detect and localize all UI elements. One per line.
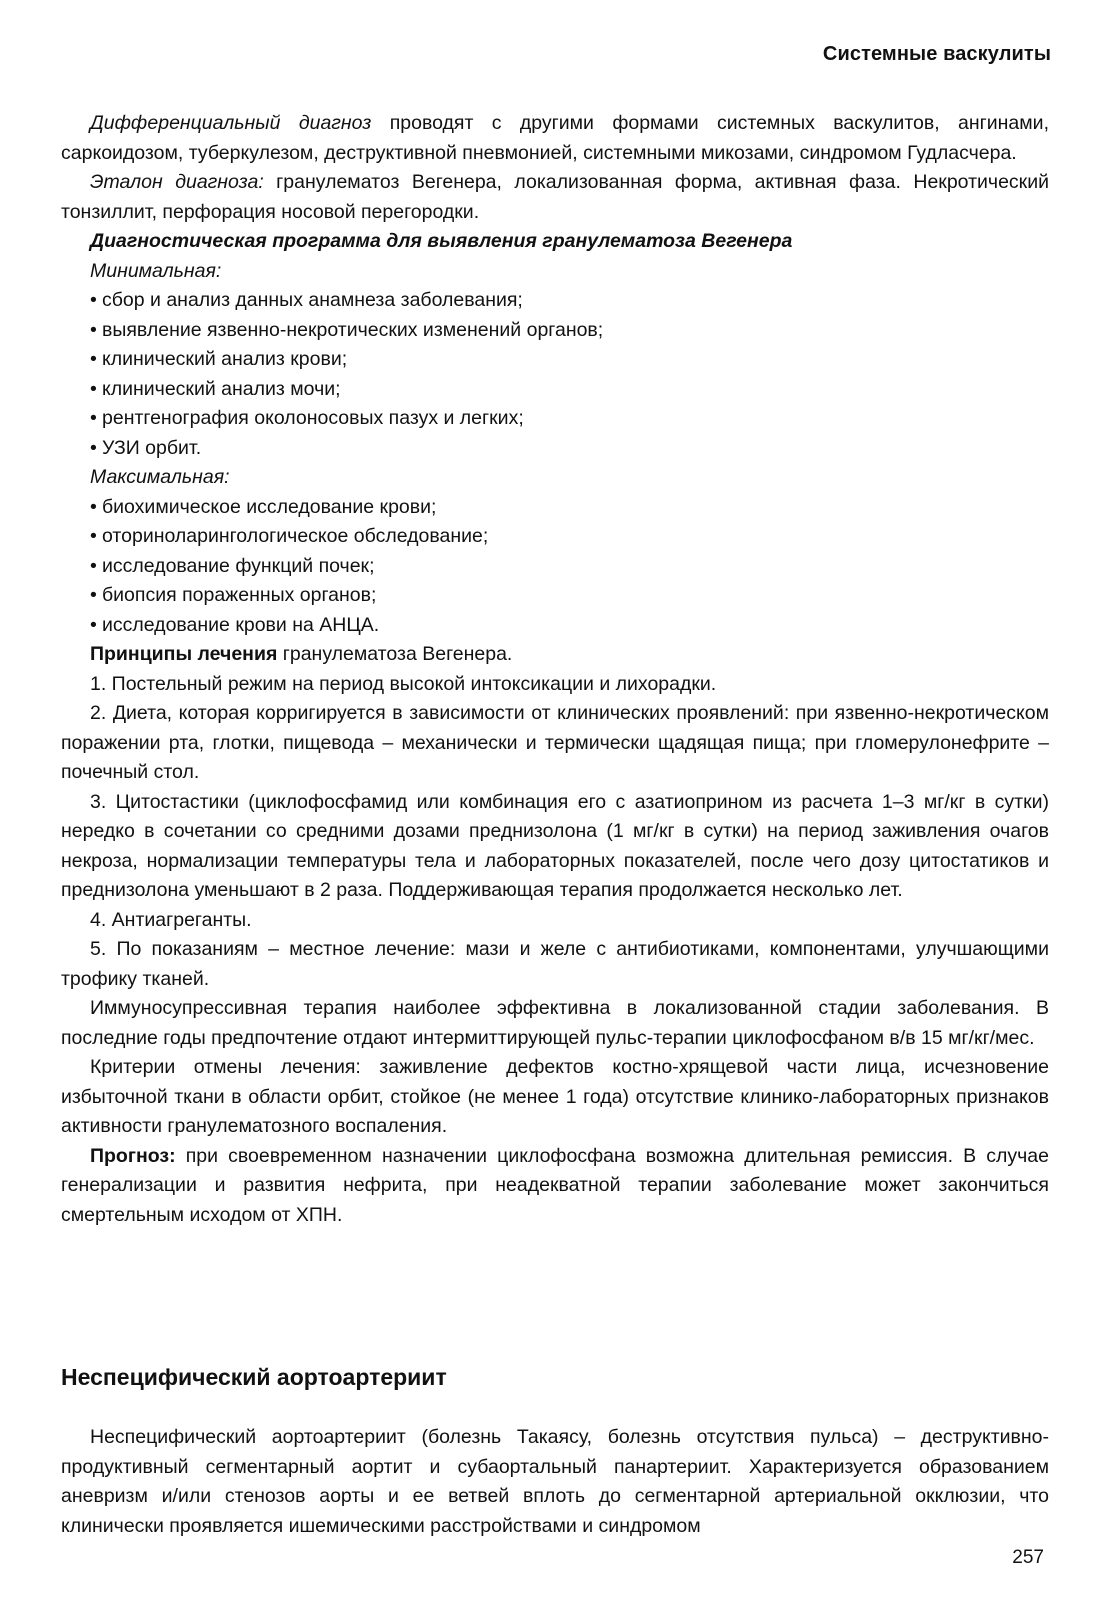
paragraph-withdrawal-criteria: Критерии отмены лечения: заживление дефектов костно-хрящевой части лица, исчезновение избыточной ткани в области орбит, стойкое (не менее 1 года) отсутствие клинико-лабораторных признаков активности гранулематозного воспаления. (61, 1056, 1049, 1137)
list-item: • биопсия пораженных органов; (61, 581, 1049, 611)
list-item: • биохимическое исследование крови; (61, 493, 1049, 523)
bullet-icon: • (90, 613, 97, 636)
bullet-icon: • (90, 436, 97, 459)
paragraph-prognosis (61, 1142, 1049, 1231)
list-item: • клинический анализ мочи; (61, 375, 1049, 405)
main-text (61, 109, 1049, 1230)
bullet-icon: • (90, 554, 97, 577)
bullet-icon: • (90, 377, 97, 400)
diagnosis-standard-lead: Эталон диагноза: (90, 171, 264, 193)
list-item: • выявление язвенно-некротических изменений органов; (61, 316, 1049, 346)
treatment-item: 5. По показаниям – местное лечение: мази и желе с антибиотиками, компонентами, улучшающими трофику тканей. (61, 938, 1049, 990)
treatment-item: 4. Антиагреганты. (90, 908, 252, 931)
page-number: 257 (1012, 1547, 1044, 1568)
prognosis-text: при своевременном назначении циклофосфана возможна длительная ремиссия. В случае генерализации и развития нефрита, при неадекватной терапии заболевание может закончиться смертельным исходом от ХПН. (61, 1144, 1049, 1226)
list-item: • сбор и анализ данных анамнеза заболевания; (61, 286, 1049, 316)
bullet-icon: • (90, 495, 97, 518)
bullet-icon: • (90, 318, 97, 341)
section-text (61, 1423, 1049, 1541)
differential-diagnosis-text: проводят с другими формами системных васкулитов, ангинами, саркоидозом, туберкулезом, деструктивной пневмонией, системными микозами, синдромом Гудласчера. (61, 112, 1049, 164)
diagnostic-program-title: Диагностическая программа для выявления гранулематоза Вегенера (90, 230, 793, 252)
diagnosis-standard-text: гранулематоз Вегенера, локализованная форма, активная фаза. Некротический тонзиллит, перфорация носовой перегородки. (61, 171, 1049, 223)
bullet-icon: • (90, 407, 97, 429)
paragraph-section-intro: Неспецифический аортоартериит (болезнь Такаясу, болезнь отсутствия пульса) – деструктивно-продуктивный сегментарный аортит и субаортальный панартериит. Характеризуется образованием аневризм и/или стенозов аорты и ее ветвей вплоть до сегментарной артериальной окклюзии, что клинически проявляется ишемическими расстройствами и синдромом (61, 1426, 1049, 1537)
treatment-principles-lead: Принципы лечения (90, 643, 278, 665)
bullet-icon: • (90, 289, 97, 311)
treatment-item: 1. Постельный режим на период высокой интоксикации и лихорадки. (90, 672, 717, 695)
prognosis-lead: Прогноз: (90, 1144, 176, 1167)
minimal-label: Минимальная: (90, 259, 222, 282)
paragraph-differential-diagnosis (61, 109, 1049, 168)
treatment-item: 3. Цитостастики (циклофосфамид или комбинация его с азатиоприном из расчета 1–3 мг/кг в сутки) нередко в сочетании со средними дозами преднизолона (1 мг/кг в сутки) на период заживления очагов некроза, нормализации температуры тела и лабораторных показателей, после чего дозу цитостатиков и преднизолона уменьшают в 2 раза. Поддерживающая терапия продолжается несколько лет. (61, 790, 1049, 901)
list-item: • исследование крови на АНЦА. (61, 611, 1049, 641)
list-item: • исследование функций почек; (61, 552, 1049, 582)
maximal-list (61, 493, 1049, 641)
section-heading: Неспецифический аортоартериит (61, 1364, 447, 1390)
list-item: • рентгенография околоносовых пазух и легких; (61, 404, 1049, 434)
list-item: • УЗИ орбит. (61, 434, 1049, 464)
running-head: Системные васкулиты (822, 43, 1051, 65)
list-item: • оториноларингологическое обследование; (61, 522, 1049, 552)
bullet-icon: • (90, 584, 97, 606)
bullet-icon: • (90, 348, 97, 370)
treatment-principles-text: гранулематоза Вегенера. (277, 643, 513, 665)
differential-diagnosis-lead: Дифференциальный диагноз (90, 112, 372, 134)
minimal-list (61, 286, 1049, 463)
treatment-item: 2. Диета, которая корригируется в зависимости от клинических проявлений: при язвенно-некротическом поражении рта, глотки, пищевода – механически и термически щадящая пища; при гломерулонефрите – почечный стол. (61, 702, 1049, 783)
paragraph-diagnosis-standard (61, 168, 1049, 227)
treatment-principles (61, 640, 1049, 670)
paragraph-immunosuppressive: Иммуносупрессивная терапия наиболее эффективна в локализованной стадии заболевания. В последние годы предпочтение отдают интермиттирующей пульс-терапии циклофосфаном в/в 15 мг/кг/мес. (61, 997, 1049, 1049)
maximal-label: Максимальная: (90, 466, 230, 488)
list-item: • клинический анализ крови; (61, 345, 1049, 375)
bullet-icon: • (90, 525, 97, 547)
